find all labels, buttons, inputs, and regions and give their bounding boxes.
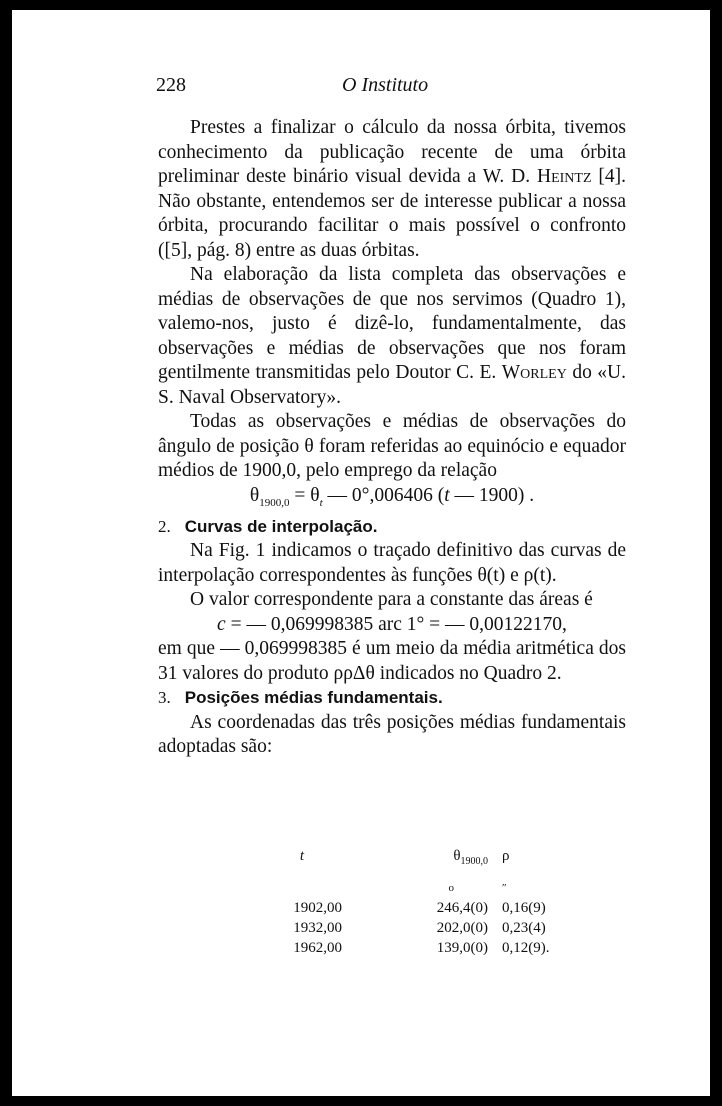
- author-heintz: Heintz: [536, 166, 592, 187]
- paragraph-coordinates: As coordenadas das três posições médias fundamentais adoptadas são:: [158, 711, 626, 758]
- table-header-row: [262, 848, 592, 878]
- paragraph-fig1: Na Fig. 1 indicamos o traçado definitivo das curvas de interpolação correspondentes às funções θ(t) e ρ(t).: [158, 540, 626, 586]
- table-row: 1902,00 246,4(0) 0,16(9): [293, 900, 546, 916]
- paragraph-mean-product: em que — 0,069998385 é um meio da média aritmética dos 31 valores do produto ρρΔθ indicados no Quadro 2.: [158, 638, 626, 684]
- table-row: 1962,00 139,0(0) 0,12(9).: [293, 940, 550, 956]
- body-text: [158, 116, 626, 760]
- positions-table: [262, 848, 592, 958]
- section-number-3: 3.: [158, 688, 171, 708]
- formula-theta-reduction: $\theta_{1900,0} = \theta_t$ — 0°,006406 (t — 1900) .: [249, 484, 535, 509]
- paragraph-orbit-intro: Prestes a finalizar o cálculo da nossa órbita, tivemos conhecimento da publicação recente de uma órbita preliminar deste binário visual devida a W. D. Heintz [4]. Não obstante, entendemos ser de interesse publicar a nossa órbita, procurando facilitar o mais possível o confronto ([5], pág. 8) entre as duas órbitas.: [158, 117, 627, 261]
- running-head: [156, 74, 626, 98]
- header-rho: ρ: [502, 848, 510, 864]
- section-title-2: Curvas de interpolação.: [184, 516, 378, 536]
- unit-arcsec: ″: [502, 882, 507, 894]
- formula-area-constant: c = — 0,069998385 arc 1° = — 0,00122170,: [217, 613, 567, 635]
- section-heading-2: [158, 515, 626, 540]
- header-t: t: [299, 848, 305, 864]
- page: [12, 10, 710, 1096]
- author-worley: Worley: [501, 362, 567, 383]
- section-number-2: 2.: [158, 516, 171, 536]
- paragraph-position-angle: Todas as observações e médias de observações do ângulo de posição θ foram referidas ao equinócio e equador médios de 1900,0, pelo emprego da relação: [158, 411, 626, 481]
- journal-title: O Instituto: [342, 74, 429, 96]
- section-title-3: Posições médias fundamentais.: [184, 688, 443, 708]
- page-number: 228: [156, 74, 186, 96]
- paragraph-area-constant: O valor correspondente para a constante das áreas é: [190, 589, 593, 611]
- table-row: 1932,00 202,0(0) 0,23(4): [293, 920, 546, 936]
- unit-degree: o: [448, 882, 454, 894]
- section-heading-3: [158, 686, 626, 711]
- paragraph-observations-list: Na elaboração da lista completa das observações e médias de observações de que nos servimos (Quadro 1), valemo-nos, justo é dizê-lo, fundamentalmente, das observações e médias de observações que nos foram gentilmente transmitidas pelo Doutor C. E. Worley do «U. S. Naval Observatory».: [158, 264, 627, 408]
- header-theta: $\theta_{1900,0}$: [453, 848, 488, 867]
- units-row: [262, 878, 592, 898]
